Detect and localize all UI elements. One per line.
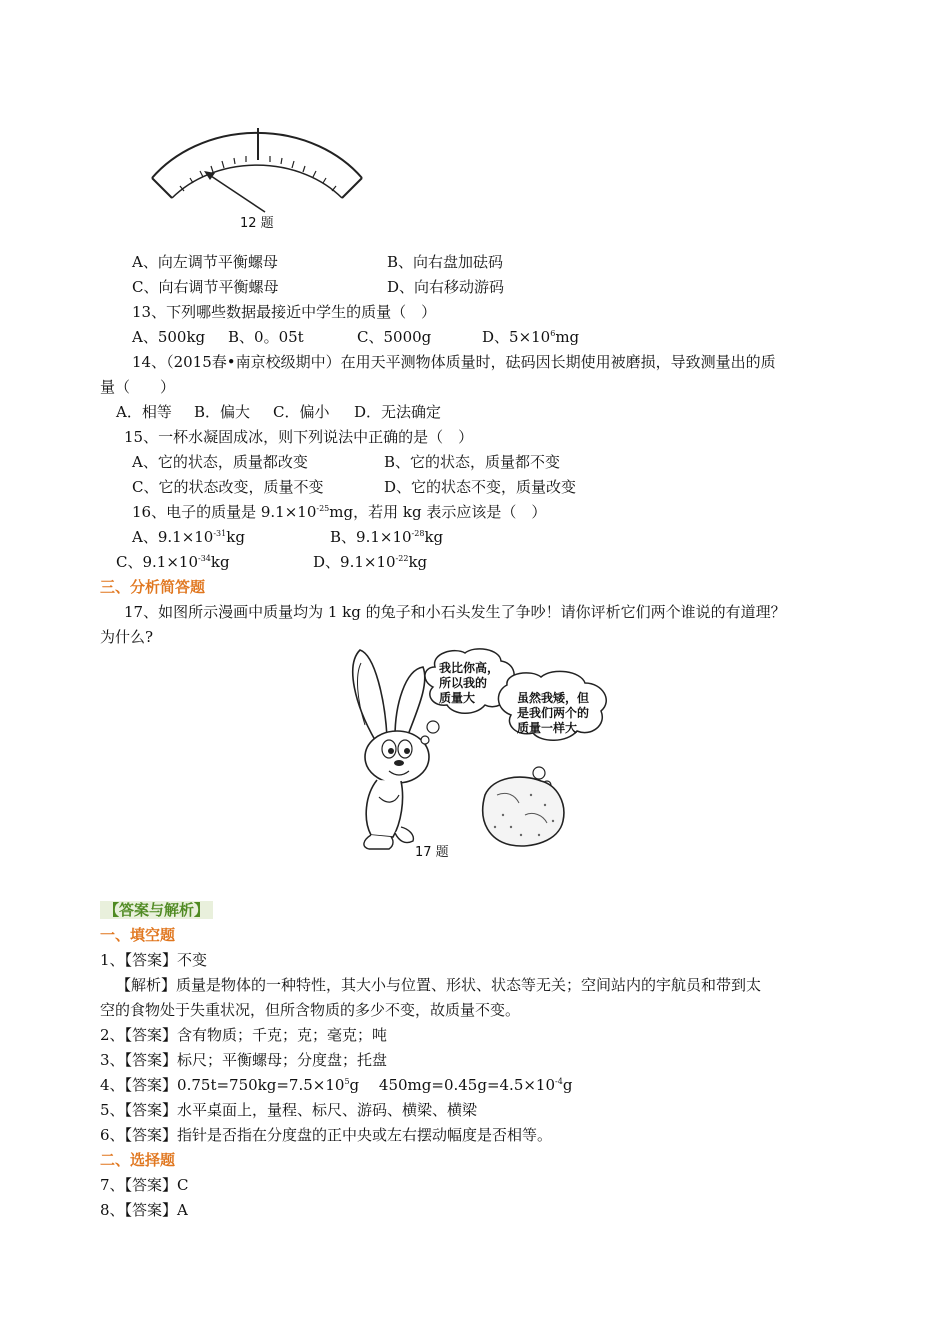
q16-option-d: D、$9.1\times 10^{-22}kg$ [313,553,428,571]
answers-banner: 【答案与解析】 [100,900,213,920]
q13-option-b: B、0。05t [228,328,304,346]
q15-option-c: C、它的状态改变，质量不变 [132,478,324,496]
answer-7: 7、【答案】C [100,1176,189,1194]
answer-8: 8、【答案】A [100,1201,188,1219]
q14-option-c: C．偏小 [273,403,330,421]
q15-option-b: B、它的状态，质量都不变 [384,453,561,471]
q13-stem: 13、下列哪些数据最接近中学生的质量（ ） [132,303,437,321]
q14-stem-line2: 量（ ） [100,378,176,396]
answers-section-1-title: 一、填空题 [100,926,176,944]
answer-1: 1、【答案】不变 [100,951,208,969]
q14-stem-line1: 14、（2015春•南京校级期中）在用天平测物体质量时，砝码因长期使用被磨损，导致测量出的质 [132,353,776,371]
figure-12-caption: 12 题 [240,216,274,231]
q17-stem-line2: 为什么? [100,628,154,646]
answer-3: 3、【答案】标尺；平衡螺母；分度盘；托盘 [100,1051,388,1069]
answers-section-2-title: 二、选择题 [100,1151,176,1169]
q15-stem: 15、一杯水凝固成冰，则下列说法中正确的是（ ） [124,428,474,446]
answer-1-explanation-line2: 空的食物处于失重状况，但所含物质的多少不变，故质量不变。 [100,1001,521,1019]
q16-option-a: A、$9.1\times 10^{-31}kg$ [132,528,245,546]
rabbit-speech-bubble: 我比你高， 所以我的 质量大 [439,661,500,705]
q16-option-b: B、$9.1\times 10^{-28}kg$ [330,528,444,546]
q16-option-c: C、$9.1\times 10^{-34}kg$ [116,553,230,571]
q12-option-a: A、向左调节平衡螺母 [132,253,278,271]
q15-option-d: D、它的状态不变，质量改变 [384,478,577,496]
figure-17-cartoon [335,645,635,860]
section-3-title: 三、分析简答题 [100,578,206,596]
q14-option-d: D．无法确定 [354,403,442,421]
q17-stem-line1: 17、如图所示漫画中质量均为 1 kg 的兔子和小石头发生了争吵！请你评析它们两个谁说的有道理？ [124,603,786,621]
figure-17-caption: 17 题 [415,845,449,860]
figure-12-scale-dial [140,120,380,238]
q13-option-d: D、$5\times 10^6mg$ [482,328,580,346]
q12-option-b: B、向右盘加砝码 [387,253,504,271]
q13-option-a: A、500kg [132,328,206,346]
answer-4: 4、【答案】$0.75t=750kg=7.5\times 10^5g$ $450mg=0.45g=4.5\times 10^{-4}g$ [100,1076,573,1094]
answer-2: 2、【答案】含有物质；千克；克；毫克；吨 [100,1026,388,1044]
q14-option-b: B．偏大 [194,403,251,421]
answer-1-explanation-line1: 【解析】质量是物体的一种特性，其大小与位置、形状、状态等无关；空间站内的宇航员和带到太 [116,976,762,994]
answer-5: 5、【答案】水平桌面上，量程、标尺、游码、横梁、横梁 [100,1101,478,1119]
q16-stem: 16、电子的质量是 $9.1\times 10^{-25}mg$，若用 kg 表示应该是（ ） [132,503,547,521]
answer-6: 6、【答案】指针是否指在分度盘的正中央或左右摆动幅度是否相等。 [100,1126,553,1144]
q14-option-a: A．相等 [116,403,172,421]
q12-option-c: C、向右调节平衡螺母 [132,278,279,296]
q13-option-c: C、5000g [357,328,432,346]
q15-option-a: A、它的状态，质量都改变 [132,453,308,471]
q12-option-d: D、向右移动游码 [387,278,505,296]
rock-speech-bubble: 虽然我矮，但 是我们两个的 质量一样大 [517,691,590,735]
